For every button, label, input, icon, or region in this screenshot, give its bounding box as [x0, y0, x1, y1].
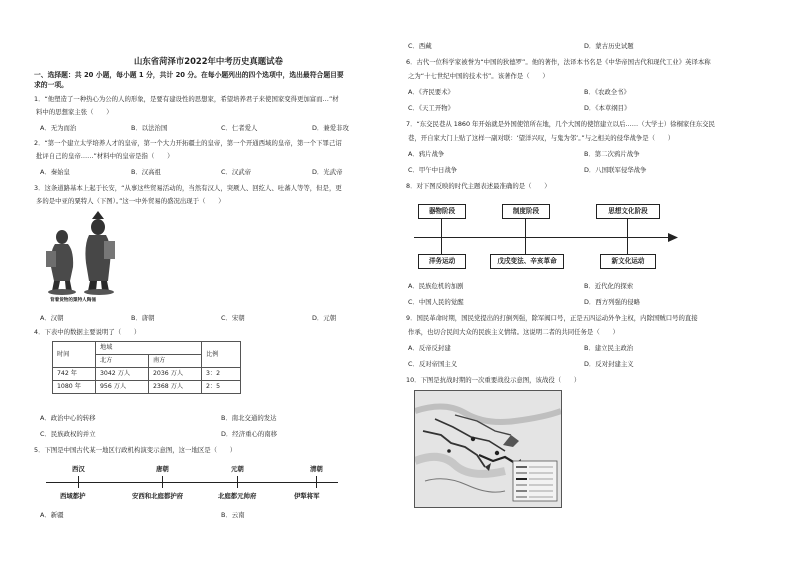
q8-event-box: 洋务运动: [418, 254, 466, 269]
q7-option-b[interactable]: B．第二次鸦片战争: [584, 150, 640, 158]
q2-option-a[interactable]: A．秦始皇: [40, 168, 70, 176]
q8-option-c[interactable]: C．中国人民的觉醒: [408, 298, 464, 306]
diagram-connector: [525, 238, 526, 254]
exam-title: 山东省菏泽市2022年中考历史真题试卷: [134, 56, 283, 66]
q6-option-a[interactable]: A．《齐民要术》: [408, 88, 454, 96]
q5-institution: 伊犁将军: [294, 492, 320, 500]
q9-option-c[interactable]: C．反对帝国主义: [408, 360, 458, 368]
section-heading-cont: 求的一项。: [34, 81, 68, 89]
q5-dynasty: 唐朝: [156, 465, 169, 473]
q3-option-b[interactable]: B．唐朝: [131, 314, 155, 322]
q5-dynasty: 清朝: [310, 465, 323, 473]
table-cell: 3：2: [202, 368, 241, 381]
q3-image-caption: 背着货物的粟特人陶俑: [50, 298, 96, 303]
q4-option-c[interactable]: C．民族政权的并立: [40, 430, 96, 438]
q7-option-c[interactable]: C．甲午中日战争: [408, 166, 458, 174]
q4-option-d[interactable]: D．经济重心的南移: [221, 430, 278, 438]
q5-institution: 安西和北庭都护府: [132, 492, 184, 500]
q8-stage-box: 器物阶段: [418, 204, 466, 219]
table-header-region: 地域: [96, 342, 202, 355]
q3-stem-cont: 多的是中亚的粟特人（下图）。”这一中外贸易的盛况出现于（ ）: [36, 197, 225, 205]
table-cell: 2368 万人: [149, 381, 202, 394]
q8-event-box: 戊戌变法、辛亥革命: [490, 254, 564, 269]
q3-option-a[interactable]: A．汉朝: [40, 314, 64, 322]
q5-option-d[interactable]: D．蒙古历史试题: [584, 42, 634, 50]
q5-option-b[interactable]: B．云南: [221, 511, 245, 519]
q1-option-a[interactable]: A．无为而治: [40, 124, 77, 132]
q5-dynasty: 元朝: [231, 465, 244, 473]
q3-option-c[interactable]: C．宋朝: [221, 314, 245, 322]
q4-option-a[interactable]: A．政治中心的转移: [40, 414, 96, 422]
q3-stem: 3．这条道路基本上起于长安，“从事这些贸易活动的，当然有汉人，突厥人、回纥人、吐蕃人等等，但是，更: [34, 184, 342, 192]
table-header-ratio: 比例: [202, 342, 241, 368]
q6-option-c[interactable]: C．《天工开物》: [408, 104, 454, 112]
q8-stem: 8．对下图反映的时代主题表述最准确的是（ ）: [406, 182, 551, 190]
diagram-connector: [441, 238, 442, 254]
q8-option-b[interactable]: B．近代化的探索: [584, 282, 634, 290]
table-cell: 742 年: [53, 368, 96, 381]
q5-stem: 5．下图是中国古代某一地区行政机构演变示意图，这一地区是（ ）: [34, 446, 237, 454]
sogdian-figurines-image: [42, 211, 124, 297]
table-row: [53, 368, 241, 381]
q5-timeline-line: [46, 482, 338, 483]
diagram-connector: [627, 218, 628, 237]
q7-stem-cont: 巷，开自家大门上贴了这样一副对联：‘望洋兴叹，与鬼为邻’。”与之相关的侵华战争是（ ）: [408, 134, 675, 142]
q7-option-a[interactable]: A．鸦片战争: [408, 150, 445, 158]
q5-option-a[interactable]: A．新疆: [40, 511, 64, 519]
q8-event-box: 新文化运动: [600, 254, 656, 269]
q4-population-table: [52, 341, 241, 394]
section-heading: 一、选择题：共 20 小题，每小题 1 分，共计 20 分。在每小题列出的四个选项中，选出最符合题目要: [34, 71, 344, 79]
q1-option-c[interactable]: C．仁者爱人: [221, 124, 258, 132]
q7-option-d[interactable]: D．八国联军侵华战争: [584, 166, 647, 174]
q2-option-c[interactable]: C．汉武帝: [221, 168, 252, 176]
arrow-right-icon: [668, 233, 678, 242]
q2-stem-cont: 批评自己的皇帝……”材料中的皇帝是指（ ）: [36, 152, 174, 160]
diagram-connector: [525, 218, 526, 237]
q3-option-d[interactable]: D．元朝: [312, 314, 337, 322]
q2-option-d[interactable]: D．光武帝: [312, 168, 343, 176]
q4-option-b[interactable]: B．南北交通的发达: [221, 414, 277, 422]
table-cell: 2036 万人: [149, 368, 202, 381]
q8-option-a[interactable]: A．民族危机的加剧: [408, 282, 464, 290]
q2-option-b[interactable]: B．汉高祖: [131, 168, 161, 176]
diagram-connector: [627, 238, 628, 254]
q5-option-c[interactable]: C．西藏: [408, 42, 432, 50]
q8-option-d[interactable]: D．西方列强的侵略: [584, 298, 641, 306]
q1-stem-cont: 料中的思想家主张（ ）: [36, 108, 113, 116]
timeline-tick: [162, 476, 163, 488]
q10-stem: 10．下图是抗战时期的一次重要战役示意图，该战役（ ）: [406, 376, 581, 384]
q6-stem: 6．古代一位科学家被誉为“中国的狄德罗”。他的著作，法译本书名是《中华帝国古代和现代工业》英译本称: [406, 58, 711, 66]
table-header-south: 南方: [149, 355, 202, 368]
timeline-tick: [316, 476, 317, 488]
q4-stem: 4．下表中的数据主要说明了（ ）: [34, 328, 141, 336]
table-cell: 3042 万人: [96, 368, 149, 381]
q9-option-d[interactable]: D．反对封建主义: [584, 360, 634, 368]
q6-option-b[interactable]: B．《农政全书》: [584, 88, 630, 96]
q9-option-a[interactable]: A．反帝反封建: [408, 344, 451, 352]
q2-stem: 2．“第一个建立太学培养人才的皇帝，第一个大力开拓疆土的皇帝，第一个开通西域的皇帝，第一个下罪己诏: [34, 139, 342, 147]
q8-timeline-line: [414, 237, 670, 238]
q1-option-b[interactable]: B．以法治国: [131, 124, 168, 132]
table-cell: 1080 年: [53, 381, 96, 394]
table-cell: 2：5: [202, 381, 241, 394]
q9-option-b[interactable]: B．建立民主政治: [584, 344, 634, 352]
table-row: [53, 381, 241, 394]
q5-institution: 西域都护: [60, 492, 86, 500]
q10-battle-map: [414, 390, 562, 508]
q6-option-d[interactable]: D．《本草纲目》: [584, 104, 631, 112]
q8-stage-box: 思想文化阶段: [596, 204, 660, 219]
table-cell: 956 万人: [96, 381, 149, 394]
q1-option-d[interactable]: D．兼爱非攻: [312, 124, 349, 132]
timeline-tick: [237, 476, 238, 488]
q9-stem-cont: 作承，也切合民间大众的民族主义情绪。这说明二者的共同任务是（ ）: [408, 328, 619, 336]
q5-dynasty: 西汉: [72, 465, 85, 473]
q6-stem-cont: 之为“十七世纪中国的技术书”。该著作是（ ）: [408, 72, 549, 80]
q5-institution: 北庭都元帅府: [218, 492, 257, 500]
q9-stem: 9．国民革命时期，国民党提出的打倒列强，除军阀口号，正是五四运动外争主权，内除国贼口号的直接: [406, 314, 698, 322]
battle-map-image: [415, 391, 561, 507]
timeline-tick: [78, 476, 79, 488]
q1-stem: 1．“他塑造了一种热心为公的人的形象，是要有建设性的思想家，希望培养君子来使国家变得更加富而…”材: [34, 95, 339, 103]
table-header-north: 北方: [96, 355, 149, 368]
q8-stage-box: 制度阶段: [502, 204, 550, 219]
diagram-connector: [441, 218, 442, 237]
q7-stem: 7．“东交民巷从 1860 年开始就是外国使馆所在地，几个大国的使馆建立以后……（大学士）徐桐家住东交民: [406, 120, 715, 128]
table-header-time: 时间: [53, 342, 96, 368]
